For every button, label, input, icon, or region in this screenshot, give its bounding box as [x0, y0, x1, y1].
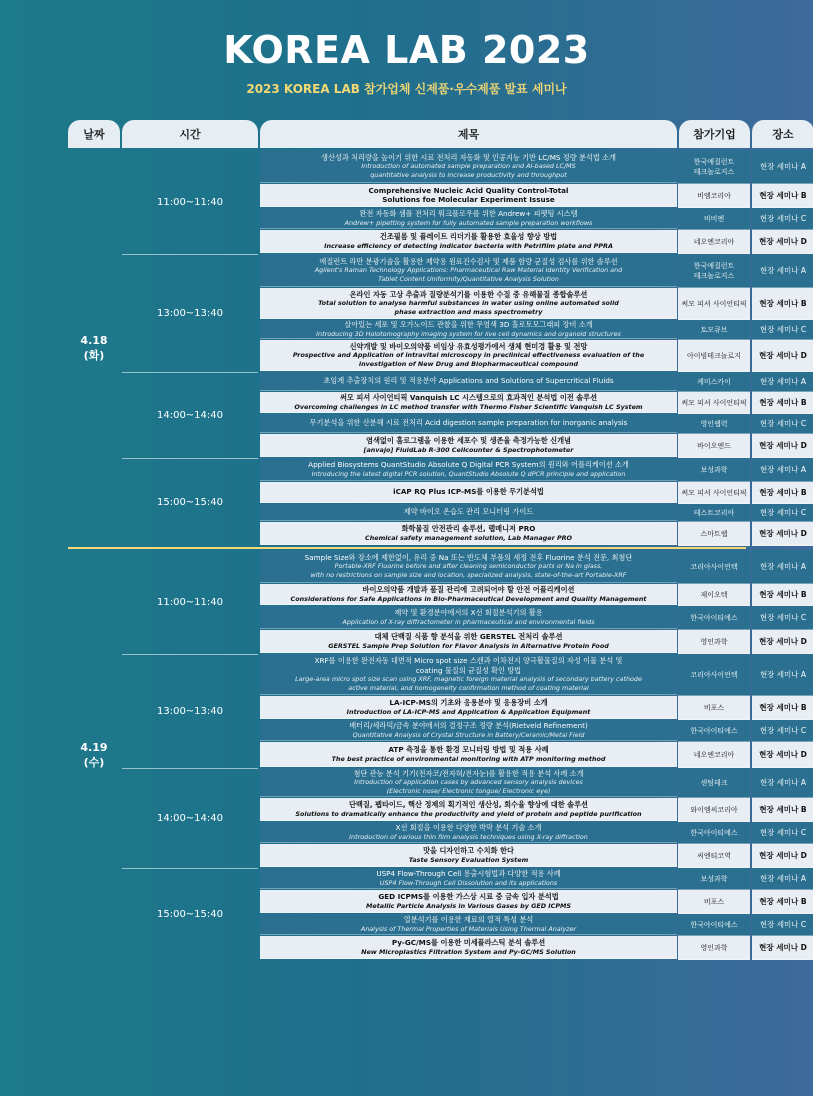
table-row	[260, 392, 746, 414]
venue-cell: 현장 세미나 A	[752, 254, 813, 288]
table-row	[260, 482, 746, 504]
table-row	[260, 150, 746, 184]
venue-cell: 현장 세미나 B	[752, 392, 813, 414]
table-row	[260, 208, 746, 230]
venue-cell: 현장 세미나 D	[752, 434, 813, 458]
session-title-ko: 대체 단백질 식품 향 분석을 위한 GERSTEL 전처리 솔루션	[374, 632, 563, 641]
session-title-en: Introduction of LA-ICP-MS and Application & Application Equipment	[346, 707, 591, 716]
session-title-en: Analysis of Thermal Properties of Materials Using Thermal Analyzer	[360, 924, 577, 933]
session-title-ko: 온라인 자동 고상 추출과 질량분석기를 이용한 수질 중 유해물질 종합솔루션	[349, 289, 588, 299]
company-cell: 바이오엔드	[678, 434, 750, 458]
table-row	[260, 434, 746, 458]
session-title-ko: 제약 및 환경분야에서의 X선 회절분석기의 활용	[394, 608, 543, 617]
session-title-en: Metallic Particle Analysis in Various Gases by GED ICPMS	[366, 901, 571, 910]
table-row	[260, 798, 746, 822]
page-title: KOREA LAB 2023	[223, 28, 590, 72]
venue-cell: 현장 세미나 B	[752, 584, 813, 606]
venue-cell: 현장 세미나 D	[752, 630, 813, 654]
session-title-en: Agilent's Raman Technology Applications: Pharmaceutical Raw Material Identity Verification and Tablet Content Uniformity/Quantitative Analysis Solution	[314, 266, 623, 283]
session-title-cell	[260, 184, 677, 207]
table-row	[260, 230, 746, 254]
venue-cell: 현장 세미나 D	[752, 742, 813, 768]
table-row	[260, 522, 746, 546]
table-row	[260, 822, 746, 844]
session-title-cell	[260, 768, 677, 797]
table-row	[260, 550, 746, 584]
company-cell: 비엠코리아	[678, 184, 750, 208]
venue-cell: 현장 세미나 C	[752, 606, 813, 630]
venue-cell: 현장 세미나 D	[752, 844, 813, 868]
session-title-cell	[260, 150, 677, 183]
venue-cell: 현장 세미나 C	[752, 320, 813, 340]
table-row	[260, 458, 746, 482]
session-title-cell	[260, 288, 677, 319]
session-title-cell	[260, 914, 677, 935]
session-title-ko: 살아있는 세포 및 오가노이드 관찰을 위한 무염색 3D 홀로토모그래피 장비 소개	[344, 320, 593, 329]
table-row	[260, 340, 746, 372]
session-title-ko: X선 회절을 이용한 다양한 박막 분석 기술 소개	[395, 823, 542, 832]
table-row	[260, 414, 746, 434]
time-label: 13:00~13:40	[156, 705, 223, 717]
time-label: 14:00~14:40	[156, 409, 223, 421]
company-cell: 코리아사이언텍	[678, 550, 750, 584]
time-label: 11:00~11:40	[156, 196, 223, 208]
venue-cell: 현장 세미나 C	[752, 822, 813, 844]
session-title-en: The best practice of environmental monitoring with ATP monitoring method	[331, 754, 606, 763]
company-cell: 네오엔코리아	[678, 742, 750, 768]
session-title-ko: GED ICPMS를 이용한 가스상 시료 중 금속 입자 분석법	[378, 892, 559, 901]
session-title-ko: 건조필름 및 플레이트 리더기를 활용한 효율성 향상 방법	[379, 232, 558, 241]
company-cell: 써모 피셔 사이언티픽	[678, 288, 750, 320]
session-title-ko: 완전 자동화 샘플 전처리 워크플로우를 위한 Andrew+ 피펫팅 시스템	[359, 209, 578, 218]
session-title-cell	[260, 504, 677, 521]
session-title-cell	[260, 550, 677, 583]
company-cell: 센텀테크	[678, 768, 750, 798]
table-row	[260, 288, 746, 320]
session-title-ko: ATP 측정을 통한 환경 모니터링 방법 및 적용 사례	[388, 745, 549, 754]
company-cell: 보성과학	[678, 868, 750, 890]
session-title-ko: 신약개발 및 바이오의약품 비임상 유효성평가에서 생체 현미경 활용 및 전망	[349, 341, 588, 351]
company-cell: 영인과학	[678, 936, 750, 960]
session-title-ko: Comprehensive Nucleic Acid Quality Control-Total Solutions foe Molecular Experiment Issuse	[368, 185, 569, 204]
session-title-en: Quantitative Analysis of Crystal Structure in Battery/Ceramic/Metal Field	[352, 730, 585, 739]
date-label: 4.19 (수)	[80, 741, 108, 769]
session-title-ko: USP4 Flow-Through Cell 용출시험법과 다양한 적용 사례	[376, 869, 561, 878]
venue-cell: 현장 세미나 B	[752, 696, 813, 720]
venue-cell: 현장 세미나 B	[752, 482, 813, 504]
table-row	[260, 696, 746, 720]
session-title-ko: iCAP RQ Plus ICP-MS를 이용한 무기분석법	[393, 487, 544, 497]
session-title-ko: 단백질, 펩타이드, 핵산 정제의 획기적인 생산성, 회수율 향상에 대한 솔루션	[348, 800, 588, 809]
company-cell: 영인랩력	[678, 414, 750, 434]
session-title-en: USP4 Flow-Through Cell Dissolution and its applications	[379, 878, 558, 887]
session-title-cell	[260, 742, 677, 767]
company-cell: 한국아이티에스	[678, 822, 750, 844]
session-title-cell	[260, 696, 677, 719]
session-title-ko: 화학물질 안전관리 솔루션, 랩매니저 PRO	[401, 524, 536, 533]
company-cell: 영인과학	[678, 630, 750, 654]
table-header	[68, 120, 794, 150]
company-cell: 와이엠씨코리아	[678, 798, 750, 822]
header-title: 제목	[260, 120, 677, 148]
session-title-en: Overcoming challenges in LC method transfer with Thermo Fisher Scientific Vanquish LC System	[294, 402, 643, 411]
venue-cell: 현장 세미나 B	[752, 798, 813, 822]
table-row	[260, 720, 746, 742]
session-title-ko: 염색없이 홀로그램을 이용한 세포수 및 생존율 측정가능한 신개념	[366, 436, 571, 445]
session-title-en: [anvajo] FluidLab R-300 Cellcounter & Spectrophotometer	[363, 445, 574, 454]
session-title-en: Portable-XRF Fluorine before and after cleaning semiconductor parts or Na in glass, with no restrictions on sample size and location, specialized analysis, state-of-the-art Portable-XRF	[310, 562, 627, 579]
table-row	[260, 372, 746, 392]
session-title-en: Chemical safety management solution, Lab Manager PRO	[365, 533, 572, 542]
venue-cell: 현장 세미나 B	[752, 890, 813, 914]
session-title-cell	[260, 822, 677, 843]
session-title-cell	[260, 844, 677, 867]
company-cell: 아이빔테크놀로지	[678, 340, 750, 372]
session-title-en: Introduction of application cases by advanced sensory analysis devices (Electronic nose/ Electronic tongue/ Electronic eye)	[354, 778, 583, 795]
session-title-cell	[260, 340, 677, 371]
venue-cell: 현장 세미나 A	[752, 372, 813, 392]
session-title-en: Prospective and Application of intravital microscopy in preclinical effectiveness evaluation of the investigation of New Drug and Biopharmaceutical compound	[292, 351, 645, 368]
session-title-cell	[260, 630, 677, 653]
time-label: 15:00~15:40	[156, 496, 223, 508]
session-title-ko: 바이오의약품 개발과 품질 관리에 고려되어야 할 안전 어플리케이션	[362, 585, 575, 594]
session-title-ko: 생산성과 처리량을 높이기 위한 시료 전처리 자동화 및 인공지능 기반 LC/MS 정량 분석법 소개	[321, 152, 616, 162]
session-title-cell	[260, 798, 677, 821]
company-cell: 한국아이티에스	[678, 720, 750, 742]
session-title-cell	[260, 584, 677, 605]
table-row	[260, 584, 746, 606]
session-title-cell	[260, 434, 677, 457]
company-cell: 써모 피셔 사이언티픽	[678, 392, 750, 414]
session-title-cell	[260, 522, 677, 545]
venue-cell: 현장 세미나 C	[752, 914, 813, 936]
page-subtitle: 2023 KOREA LAB 참가업체 신제품·우수제품 발표 세미나	[246, 82, 567, 96]
venue-cell: 현장 세미나 A	[752, 550, 813, 584]
venue-cell: 현장 세미나 B	[752, 288, 813, 320]
session-title-ko: 애질런트 라만 분광기술을 활용한 제약용 원료진수검사 및 제품 함량 균질성 검사를 위한 솔루션	[319, 256, 618, 266]
session-title-ko: 배터리/세라믹/금속 분야에서의 결정구조 정량 분석(Rietveld Refinement)	[349, 721, 588, 730]
table-row	[260, 844, 746, 868]
session-title-en: Introducing 3D Holotomography imaging system for live cell dynamics and organoid structures	[316, 329, 621, 338]
table-row	[260, 630, 746, 654]
venue-cell: 현장 세미나 C	[752, 414, 813, 434]
venue-cell: 현장 세미나 D	[752, 522, 813, 546]
company-cell: 네오엔코리아	[678, 230, 750, 254]
session-title-cell	[260, 208, 677, 229]
venue-cell: 현장 세미나 C	[752, 720, 813, 742]
session-title-cell	[260, 720, 677, 741]
session-title-en: Total solution to analyse harmful substances in water using online automated solid phase extraction and mass spectrometry	[318, 299, 619, 316]
session-title-cell	[260, 482, 677, 503]
venue-cell: 현장 세미나 A	[752, 768, 813, 798]
session-title-cell	[260, 868, 677, 889]
table-row	[260, 320, 746, 340]
day-divider	[68, 547, 746, 549]
table-row	[260, 742, 746, 768]
venue-cell: 현장 세미나 D	[752, 340, 813, 372]
session-title-en: New Microplastics Filtration System and Py-GC/MS Solution	[361, 947, 576, 956]
session-title-ko: 첨단 관능 분석 기기(전자코/전자혀/전자눈)를 활용한 적용 분석 사례 소개	[353, 768, 584, 778]
table-row	[260, 768, 746, 798]
table-row	[260, 868, 746, 890]
table-row	[260, 184, 746, 208]
session-title-cell	[260, 320, 677, 339]
session-title-cell	[260, 606, 677, 629]
venue-cell: 현장 세미나 A	[752, 150, 813, 184]
venue-cell: 현장 세미나 D	[752, 230, 813, 254]
session-title-cell	[260, 230, 677, 253]
venue-cell: 현장 세미나 A	[752, 458, 813, 482]
session-title-ko: 써모 피셔 사이언티픽 Vanquish LC 시스템으로의 효과적인 분석법 이전 솔루션	[339, 393, 598, 402]
session-title-ko: 맛을 디자인하고 수치화 한다	[423, 846, 514, 855]
time-label: 15:00~15:40	[156, 908, 223, 920]
company-cell: 테스트코리아	[678, 504, 750, 522]
table-row	[260, 254, 746, 288]
venue-cell: 현장 세미나 C	[752, 504, 813, 522]
venue-cell: 현장 세미나 C	[752, 208, 813, 230]
session-title-cell	[260, 890, 677, 913]
venue-cell: 현장 세미나 B	[752, 184, 813, 208]
session-title-en: Increase efficiency of detecting indicator bacteria with Petrifilm plate and PPRA	[324, 241, 613, 250]
company-cell: 한국애질런트 테크놀로지스	[678, 150, 750, 184]
table-row	[260, 654, 746, 696]
header-venue: 장소	[752, 120, 813, 148]
header-company: 참가기업	[679, 120, 750, 148]
company-cell: 한국아이티에스	[678, 606, 750, 630]
company-cell: 써모 피셔 사이언티픽	[678, 482, 750, 504]
session-title-en: Introducing the latest digital PCR solution, QuantStudio Absolute Q dPCR principle and application	[311, 469, 626, 478]
session-title-en: Considerations for Safe Applications in Bio-Pharmaceutical Development and Quality Management	[290, 594, 647, 603]
company-cell: 코리아사이언텍	[678, 654, 750, 696]
venue-cell: 현장 세미나 A	[752, 654, 813, 696]
table-row	[260, 890, 746, 914]
schedule-table	[68, 120, 807, 956]
header-time: 시간	[122, 120, 258, 148]
company-cell: 한국애질런트 테크놀로지스	[678, 254, 750, 288]
session-title-ko: 열분석기를 이용한 재료의 열적 특성 분석	[403, 915, 534, 924]
company-cell: 비비엔	[678, 208, 750, 230]
company-cell: 토모큐브	[678, 320, 750, 340]
session-title-cell	[260, 392, 677, 413]
header-date: 날짜	[68, 120, 120, 148]
session-title-en: GERSTEL Sample Prep Solution for Flavor Analysis in Alternative Protein Food	[328, 641, 609, 650]
session-title-en: Application of X-ray diffractometer in pharmaceutical and environmental fields	[342, 617, 595, 626]
company-cell: 한국아이티에스	[678, 914, 750, 936]
session-title-en: Andrew+ pipetting system for fully automated sample preparation workflows	[344, 218, 593, 227]
table-row	[260, 504, 746, 522]
company-cell: 씨엔티코역	[678, 844, 750, 868]
session-title-cell	[260, 936, 677, 959]
session-title-en: Introduction of automated sample preparation and AI-based LC/MS quantitative analysis to increase productivity and throughput	[361, 162, 576, 179]
time-label: 14:00~14:40	[156, 812, 223, 824]
session-title-en: Large-area micro spot size scan using XRF, magnetic foreign material analysis of secondary battery cathode active material, and homogeneity confirmation method of coating material	[295, 675, 642, 692]
company-cell: 케미스카이	[678, 372, 750, 392]
table-row	[260, 914, 746, 936]
table-row	[260, 936, 746, 960]
time-label: 11:00~11:40	[156, 596, 223, 608]
company-cell: 보성과학	[678, 458, 750, 482]
venue-cell: 현장 세미나 A	[752, 868, 813, 890]
company-cell: 제이오텍	[678, 584, 750, 606]
session-title-ko: Py-GC/MS를 이용한 미세플라스틱 분석 솔루션	[391, 938, 546, 947]
session-title-ko: Applied Biosystems QuantStudio Absolute Q Digital PCR System의 원리와 어플리케이션 소개	[308, 460, 629, 469]
session-title-cell	[260, 254, 677, 287]
company-cell: 스마트랩	[678, 522, 750, 546]
session-title-cell	[260, 414, 677, 433]
venue-cell: 현장 세미나 D	[752, 936, 813, 960]
session-title-en: Taste Sensory Evaluation System	[408, 855, 529, 864]
session-title-ko: LA-ICP-MS의 기초와 응용분야 및 응용장비 소개	[389, 698, 548, 707]
session-title-ko: XRF를 이용한 완전자동 대면적 Micro spot size 스캔과 이차전지 양극활물질의 자성 이물 분석 및 coating 물질의 균질성 확인 방법	[314, 656, 623, 675]
session-title-en: Introduction of various thin film analysis techniques using X-ray diffraction	[349, 832, 588, 841]
session-title-ko: Sample Size와 장소에 제한없이, 유리 중 Na 또는 반도체 부품의 세정 전후 Fluorine 분석 전문, 최첨단	[304, 552, 633, 562]
session-title-cell	[260, 654, 677, 695]
company-cell: 비포스	[678, 890, 750, 914]
session-title-ko: 제약 바이오 온습도 관리 모니터링 가이드	[403, 507, 534, 517]
time-label: 13:00~13:40	[156, 307, 223, 319]
session-title-en: Solutions to dramatically enhance the productivity and yield of protein and peptide purification	[295, 809, 642, 818]
session-title-cell	[260, 458, 677, 481]
date-label: 4.18 (화)	[80, 334, 108, 362]
session-title-ko: 무기분석을 위한 산분해 시료 전처리 Acid digestion sample preparation for inorganic analysis	[309, 418, 628, 428]
company-cell: 비포스	[678, 696, 750, 720]
session-title-ko: 초임계 추출장치의 원리 및 적용분야 Applications and Solutions of Supercritical Fluids	[323, 376, 614, 386]
table-row	[260, 606, 746, 630]
session-title-cell	[260, 372, 677, 391]
